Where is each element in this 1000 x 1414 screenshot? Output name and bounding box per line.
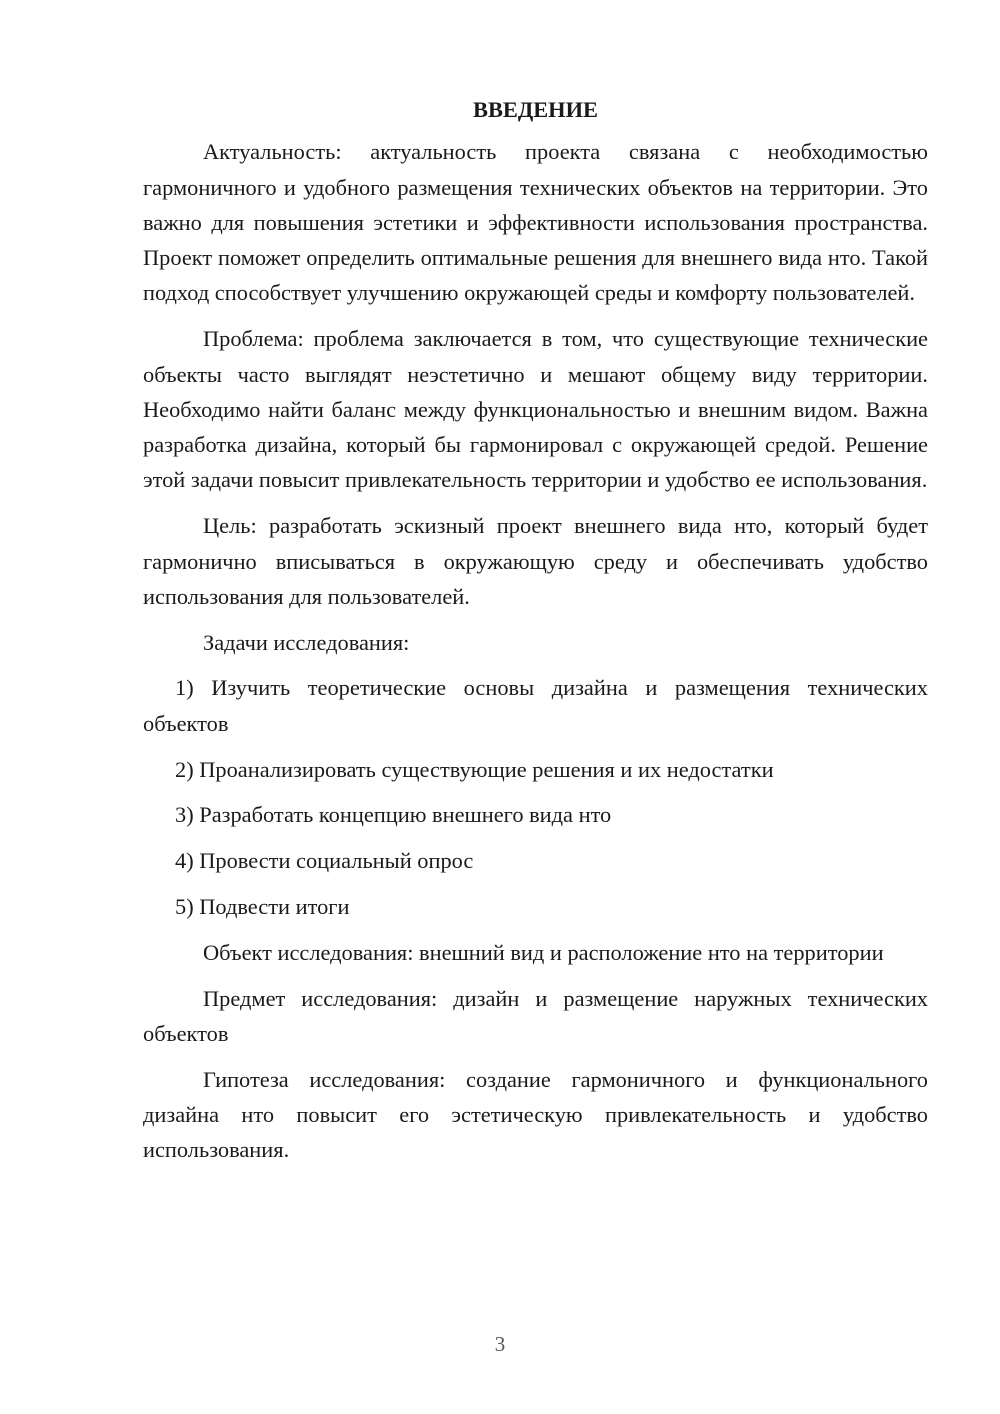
paragraph-hypothesis: Гипотеза исследования: создание гармоничного и функционального дизайна нто повысит его эстетическую привлекательность и удобство использования.: [143, 1066, 928, 1163]
page-title: ВВЕДЕНИЕ: [473, 97, 598, 122]
document-page: [143, 92, 928, 1178]
page-number: 3: [494, 1332, 506, 1356]
task-item-3: 3) Разработать концепцию внешнего вида нто: [175, 802, 612, 828]
paragraph-subject: Предмет исследования: дизайн и размещение наружных технических объектов: [143, 985, 928, 1046]
task-item-1: 1) Изучить теоретические основы дизайна и размещения технических объектов: [143, 675, 928, 736]
task-item-5: 5) Подвести итоги: [175, 893, 350, 919]
tasks-heading: Задачи исследования:: [203, 629, 410, 655]
paragraph-object: Объект исследования: внешний вид и расположение нто на территории: [203, 939, 884, 965]
paragraph-problem: Проблема: проблема заключается в том, что существующие технические объекты часто выглядят неэстетично и мешают общему виду территории. Необходимо найти баланс между функциональностью и внешним видом. Важна разработка дизайна, который бы гармонировал с окружающей средой. Решение этой задачи повысит привлекательность территории и удобство ее использования.: [143, 326, 928, 493]
paragraph-relevance: Актуальность: актуальность проекта связана с необходимостью гармоничного и удобного размещения технических объектов на территории. Это важно для повышения эстетики и эффективности использования пространства. Проект поможет определить оптимальные решения для внешнего вида нто. Такой подход способствует улучшению окружающей среды и комфорту пользователей.: [143, 139, 928, 306]
paragraph-goal: Цель: разработать эскизный проект внешнего вида нто, который будет гармонично вписываться в окружающую среду и обеспечивать удобство использования для пользователей.: [143, 513, 928, 609]
task-item-2: 2) Проанализировать существующие решения и их недостатки: [175, 756, 774, 782]
task-item-4: 4) Провести социальный опрос: [175, 848, 474, 874]
